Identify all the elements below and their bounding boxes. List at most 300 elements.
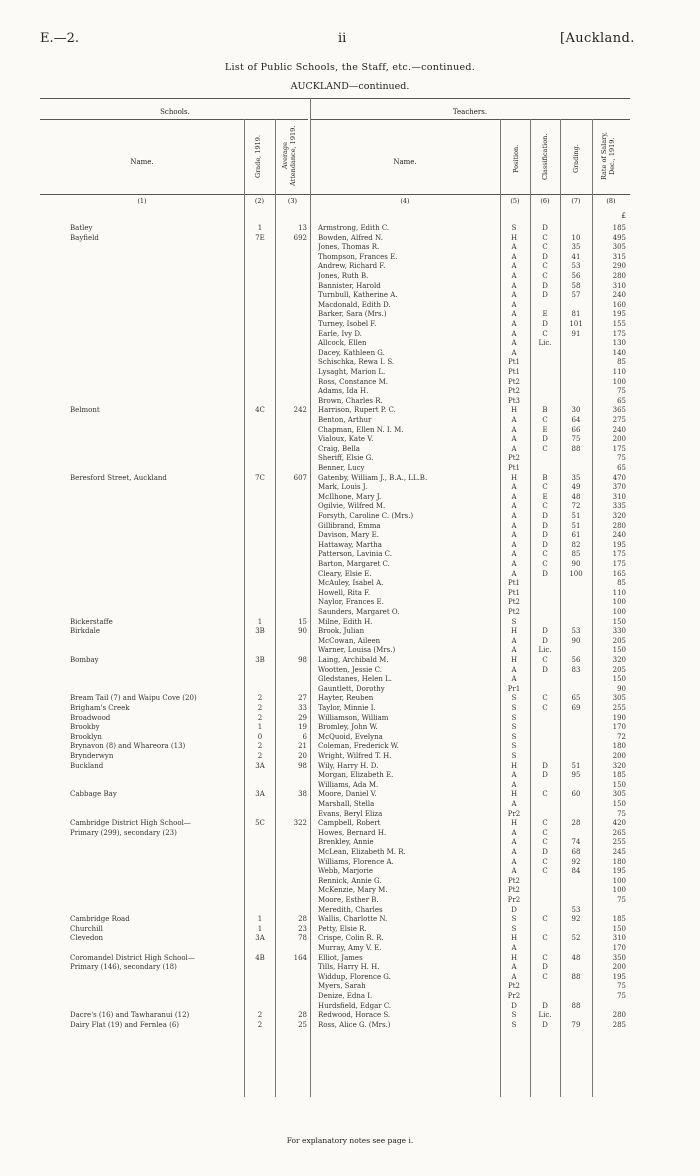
grade-cell: 4B: [255, 953, 265, 962]
classification-cell: C: [542, 550, 548, 559]
teacher-name-cell: Moore, Esther B.: [318, 896, 379, 904]
classification-cell: C: [542, 444, 548, 453]
position-cell: A: [511, 531, 517, 540]
position-cell: S: [511, 924, 517, 933]
position-cell: A: [511, 291, 517, 300]
teacher-name-cell: Brenkley, Annie: [318, 838, 374, 847]
table-row: [0, 762, 700, 772]
classification-cell: Lic.: [538, 339, 552, 348]
position-cell: A: [511, 944, 517, 952]
table-row: [0, 618, 700, 628]
table-row: [0, 742, 700, 752]
salary-cell: 200: [612, 752, 626, 760]
salary-cell: 100: [612, 886, 626, 895]
school-name-cell: Coromandel District High School—: [70, 953, 195, 962]
table-row: [0, 378, 700, 388]
grade-cell: 2: [257, 694, 263, 703]
position-cell: Pt2: [508, 377, 520, 386]
teacher-name-cell: Crispe, Colin R. R.: [318, 934, 384, 943]
grade-cell: 1: [257, 617, 263, 626]
table-row: [0, 512, 700, 522]
classification-cell: D: [542, 963, 548, 972]
table-row: [0, 291, 700, 301]
teacher-name-cell: Wily, Harry H. D.: [318, 761, 379, 770]
salary-cell: 205: [612, 636, 626, 645]
school-name-cell: Cabbage Bay: [70, 790, 117, 799]
grading-cell: 95: [571, 771, 581, 780]
col-number-8: (8): [606, 197, 616, 205]
grading-cell: 88: [571, 444, 581, 453]
teacher-name-cell: Wootten, Jessie C.: [318, 665, 382, 674]
grading-cell: 100: [569, 569, 583, 578]
col-number-2: (2): [254, 197, 265, 205]
grading-cell: 48: [571, 953, 581, 962]
teacher-name-cell: Williams, Florence A.: [318, 857, 394, 866]
col-number-3: (3): [287, 197, 298, 205]
classification-cell: D: [542, 281, 548, 290]
classification-cell: C: [542, 502, 548, 511]
salary-cell: 110: [612, 588, 626, 597]
classification-cell: E: [542, 492, 548, 501]
school-name-cell: Bombay: [70, 656, 99, 664]
grade-cell: 7E: [255, 233, 265, 242]
position-cell: H: [510, 656, 518, 664]
grading-cell: 92: [571, 857, 581, 866]
teacher-name-cell: Webb, Marjorie: [318, 867, 373, 876]
teacher-name-cell: Williams, Ada M.: [318, 780, 379, 789]
classification-cell: C: [542, 694, 548, 703]
teacher-name-cell: Brook, Julian: [318, 627, 365, 636]
schools-group-header: Schools.: [160, 108, 190, 116]
teacher-name-cell: Brown, Charles R.: [318, 396, 383, 405]
grading-cell: 81: [571, 310, 581, 319]
salary-cell: 175: [612, 550, 626, 559]
grade-cell: 7C: [255, 473, 265, 482]
teacher-name-cell: McLean, Elizabeth M. R.: [318, 848, 406, 856]
grade-cell: 2: [257, 1020, 263, 1029]
salary-cell: 85: [617, 358, 626, 367]
grade-cell: 3A: [255, 790, 265, 799]
grade-cell: 4C: [255, 406, 265, 415]
classification-cell: D: [542, 1001, 548, 1010]
table-row: [0, 627, 700, 637]
position-cell: A: [511, 560, 517, 568]
teacher-name-cell: Howes, Bernard H.: [318, 828, 387, 837]
attendance-cell: 20: [298, 752, 307, 760]
teacher-name-cell: Coleman, Frederick W.: [318, 742, 399, 751]
salary-cell: 175: [612, 560, 626, 568]
table-row: [0, 685, 700, 695]
teacher-name-cell: Taylor, Minnie I.: [318, 704, 376, 712]
classification-cell: D: [542, 569, 548, 578]
teacher-name-cell: Petty, Elsie R.: [318, 924, 367, 933]
salary-cell: 365: [612, 406, 626, 415]
teacher-name-cell: Marshall, Stella: [318, 800, 375, 808]
page-number: ii: [338, 31, 347, 46]
salary-cell: 75: [617, 387, 626, 396]
teacher-name-cell: Adams, Ida H.: [318, 387, 369, 396]
salary-cell: 305: [612, 694, 626, 703]
teacher-name-cell: Denize, Edna I.: [318, 992, 373, 1000]
attendance-cell: 6: [302, 732, 307, 741]
teacher-name-cell: Lysaght, Marion L.: [318, 368, 386, 376]
position-cell: A: [511, 492, 517, 501]
position-cell: A: [511, 675, 517, 684]
teacher-name-cell: Thompson, Frances E.: [318, 252, 398, 261]
grading-cell: 56: [571, 656, 581, 664]
teacher-name-cell: Davison, Mary E.: [318, 531, 379, 540]
grading-cell: 53: [571, 905, 581, 914]
position-cell: Pt2: [508, 608, 520, 616]
salary-cell: 165: [612, 569, 626, 578]
salary-cell: 75: [617, 982, 626, 991]
salary-cell: 305: [612, 790, 626, 799]
attendance-cell: 27: [298, 694, 307, 703]
teacher-name-cell: Rennick, Annie G.: [318, 876, 382, 885]
teacher-name-cell: Benton, Arthur: [318, 416, 372, 424]
position-cell: A: [511, 963, 517, 972]
position-cell: S: [511, 1020, 517, 1029]
table-row: [0, 1011, 700, 1021]
col-number-5: (5): [510, 197, 520, 205]
table-row: [0, 589, 700, 599]
position-cell: A: [511, 281, 517, 290]
position-cell: S: [511, 1011, 517, 1020]
salary-cell: 140: [612, 348, 626, 357]
grading-cell: 83: [571, 665, 581, 674]
position-header: Position.: [512, 144, 520, 174]
table-row: [0, 483, 700, 493]
classification-cell: C: [542, 790, 548, 799]
salary-cell: 200: [612, 963, 626, 972]
salary-cell: 150: [612, 646, 626, 655]
teacher-name-cell: Cleary, Elsie E.: [318, 569, 372, 578]
grading-cell: 41: [571, 252, 581, 261]
teacher-name-cell: Sheriff, Elsie G.: [318, 454, 374, 463]
table-row: [0, 790, 700, 800]
teacher-name-cell: Bromley, John W.: [318, 723, 378, 732]
salary-cell: 195: [612, 310, 626, 319]
classification-cell: D: [542, 665, 548, 674]
position-cell: Pt2: [508, 387, 520, 396]
teacher-name-cell: Dacey, Kathleen G.: [318, 348, 385, 357]
grading-cell: 92: [571, 915, 581, 924]
position-cell: A: [511, 483, 517, 492]
salary-cell: 180: [612, 742, 626, 751]
school-name-cell: Cambridge Road: [70, 915, 130, 924]
school-name-cell: Bickerstaffe: [70, 617, 113, 626]
attendance-cell: 98: [298, 761, 307, 770]
table-row: [0, 838, 700, 848]
grading-cell: 51: [571, 521, 581, 530]
position-cell: A: [511, 550, 517, 559]
position-cell: A: [511, 320, 517, 328]
grade-cell: 3B: [255, 656, 265, 664]
school-name-header: Name.: [130, 158, 154, 166]
teacher-name-cell: McQuoid, Evelyna: [318, 732, 383, 741]
school-name-cell: Bream Tail (7) and Waipu Cove (20): [70, 694, 197, 703]
table-row: [0, 272, 700, 282]
grade-cell: 2: [257, 713, 263, 722]
table-row: [0, 330, 700, 340]
table-row: [0, 982, 700, 992]
classification-cell: D: [542, 320, 548, 328]
salary-cell: 330: [612, 627, 626, 636]
page-title: List of Public Schools, the Staff, etc.—continued.: [224, 62, 476, 73]
table-row: [0, 570, 700, 580]
attendance-cell: 21: [298, 742, 307, 751]
salary-cell: 100: [612, 598, 626, 607]
grading-cell: 66: [571, 425, 581, 434]
salary-cell: 320: [612, 512, 626, 520]
schools-group-rule: [40, 119, 308, 120]
table-row: [0, 886, 700, 896]
classification-cell: C: [542, 819, 548, 828]
position-cell: A: [511, 300, 517, 309]
salary-cell: 200: [612, 435, 626, 444]
table-row: [0, 358, 700, 368]
salary-cell: 75: [617, 809, 626, 818]
salary-header: Rate of Salary, Dec., 1919.: [600, 131, 616, 181]
classification-cell: C: [542, 867, 548, 876]
classification-cell: C: [542, 934, 548, 943]
salary-cell: 170: [612, 944, 626, 952]
attendance-cell: 29: [298, 713, 307, 722]
col-number-6: (6): [540, 197, 550, 205]
classification-cell: C: [542, 828, 548, 837]
classification-cell: C: [542, 838, 548, 847]
salary-cell: 155: [612, 320, 626, 328]
position-cell: S: [511, 713, 517, 722]
salary-cell: 100: [612, 377, 626, 386]
position-cell: A: [511, 329, 517, 338]
position-cell: S: [511, 752, 517, 760]
classification-cell: C: [542, 262, 548, 271]
col-number-1: (1): [137, 197, 147, 205]
classification-cell: B: [542, 406, 548, 415]
attendance-cell: 164: [293, 953, 307, 962]
salary-cell: 290: [612, 262, 626, 271]
table-row: [0, 598, 700, 608]
table-row: [0, 694, 700, 704]
salary-cell: 370: [612, 483, 626, 492]
teacher-name-cell: Andrew, Richard F.: [318, 262, 386, 271]
salary-cell: 185: [612, 771, 626, 780]
grade-header: Grade, 1919.: [254, 135, 262, 179]
classification-cell: D: [542, 252, 548, 261]
teacher-name-cell: Widdup, Florence G.: [318, 972, 391, 981]
position-cell: A: [511, 252, 517, 261]
grading-cell: 101: [569, 320, 583, 328]
salary-cell: 310: [612, 492, 626, 501]
grade-cell: 3B: [255, 627, 265, 636]
grade-cell: 0: [257, 732, 263, 741]
position-cell: H: [510, 761, 518, 770]
teacher-name-cell: Redwood, Horace S.: [318, 1011, 391, 1020]
salary-cell: 310: [612, 281, 626, 290]
school-name-cell: Clevedon: [70, 934, 104, 943]
position-cell: Pt2: [508, 454, 520, 463]
grading-cell: 74: [571, 838, 581, 847]
classification-cell: C: [542, 233, 548, 242]
salary-cell: 320: [612, 761, 626, 770]
table-row: [0, 944, 700, 954]
salary-cell: 65: [617, 464, 626, 472]
grading-cell: 51: [571, 512, 581, 520]
position-cell: S: [511, 723, 517, 732]
classification-cell: E: [542, 425, 548, 434]
salary-cell: 420: [612, 819, 626, 828]
col-number-4: (4): [400, 197, 410, 205]
position-cell: A: [511, 339, 517, 348]
footer-note: For explanatory notes see page i.: [286, 1136, 414, 1145]
table-row: [0, 810, 700, 820]
teacher-name-header: Name.: [393, 158, 417, 166]
teacher-name-cell: Myers, Sarah: [318, 982, 366, 991]
teacher-name-cell: Forsyth, Caroline C. (Mrs.): [318, 512, 414, 520]
table-row: [0, 733, 700, 743]
position-cell: H: [510, 953, 518, 962]
position-cell: S: [511, 224, 517, 232]
table-row: [0, 531, 700, 541]
grading-cell: 88: [571, 1001, 581, 1010]
teacher-name-cell: Barker, Sara (Mrs.): [318, 310, 387, 319]
attendance-cell: 13: [298, 224, 307, 232]
table-row: [0, 234, 700, 244]
position-cell: A: [511, 502, 517, 511]
position-cell: Pt1: [508, 579, 520, 588]
school-name-cell: Primary (146), secondary (18): [70, 963, 177, 972]
table-row: [0, 1002, 700, 1012]
school-name-cell: Broadwood: [70, 713, 111, 722]
salary-cell: 100: [612, 876, 626, 885]
teacher-name-cell: Craig, Bella: [318, 444, 360, 453]
position-cell: A: [511, 838, 517, 847]
table-row: [0, 493, 700, 503]
table-row: [0, 896, 700, 906]
salary-cell: 175: [612, 329, 626, 338]
position-cell: A: [511, 348, 517, 357]
position-cell: D: [511, 905, 517, 914]
teacher-name-cell: Harrison, Rupert P. C.: [318, 406, 396, 415]
table-row: [0, 848, 700, 858]
attendance-cell: 98: [298, 656, 307, 664]
grading-cell: 35: [571, 473, 581, 482]
table-row: [0, 646, 700, 656]
teacher-name-cell: Earle, Ivy D.: [318, 329, 362, 338]
salary-cell: 110: [612, 368, 626, 376]
position-cell: Pt2: [508, 876, 520, 885]
teacher-name-cell: Turnbull, Katherine A.: [318, 291, 398, 300]
table-row: [0, 454, 700, 464]
table-row: [0, 666, 700, 676]
salary-cell: 150: [612, 675, 626, 684]
school-name-cell: Brynderwyn: [70, 752, 114, 760]
salary-cell: 170: [612, 723, 626, 732]
position-cell: Pt1: [508, 368, 520, 376]
classification-cell: C: [542, 857, 548, 866]
table-row: [0, 387, 700, 397]
salary-cell: 75: [617, 992, 626, 1000]
grading-cell: 68: [571, 848, 581, 856]
table-row: [0, 301, 700, 311]
teacher-name-cell: Schischka, Rewa I. S.: [318, 358, 395, 367]
attendance-cell: 90: [298, 627, 307, 636]
classification-cell: C: [542, 915, 548, 924]
salary-cell: 150: [612, 924, 626, 933]
table-row: [0, 320, 700, 330]
classification-cell: C: [542, 243, 548, 252]
table-row: [0, 992, 700, 1002]
teacher-name-cell: Chapman, Ellen N. I. M.: [318, 425, 404, 434]
position-cell: A: [511, 636, 517, 645]
school-name-cell: Brynavon (8) and Whareora (13): [70, 742, 186, 751]
salary-cell: 185: [612, 224, 626, 232]
table-row: [0, 502, 700, 512]
grading-cell: 51: [571, 761, 581, 770]
teacher-name-cell: Milne, Edith H.: [318, 617, 373, 626]
grade-cell: 5C: [255, 819, 265, 828]
currency-symbol: £: [621, 212, 626, 220]
table-row: [0, 243, 700, 253]
teacher-name-cell: Bannister, Harold: [318, 281, 381, 290]
teacher-name-cell: Meredith, Charles: [318, 905, 383, 914]
salary-cell: 180: [612, 857, 626, 866]
table-row: [0, 550, 700, 560]
school-name-cell: Churchill: [70, 924, 103, 933]
classification-cell: C: [542, 416, 548, 424]
salary-cell: 495: [612, 233, 626, 242]
position-cell: Pr2: [507, 896, 521, 904]
salary-cell: 85: [617, 579, 626, 588]
classification-cell: D: [542, 761, 548, 770]
table-row: [0, 925, 700, 935]
salary-cell: 72: [617, 732, 626, 741]
teacher-name-cell: Barton, Margaret C.: [318, 560, 390, 568]
position-cell: Pr2: [507, 809, 521, 818]
teacher-name-cell: Armstrong, Edith C.: [318, 224, 390, 232]
table-row: [0, 800, 700, 810]
classification-cell: D: [542, 636, 548, 645]
grading-cell: 79: [571, 1020, 581, 1029]
classification-cell: C: [542, 656, 548, 664]
salary-cell: 315: [612, 252, 626, 261]
table-row: [0, 819, 700, 829]
teacher-name-cell: Williamson, William: [318, 713, 389, 722]
col-number-7: (7): [571, 197, 581, 205]
classification-cell: C: [542, 953, 548, 962]
position-cell: A: [511, 262, 517, 271]
page-code: E.—2.: [40, 31, 80, 46]
teacher-name-cell: Hattaway, Martha: [318, 540, 382, 549]
position-cell: A: [511, 243, 517, 252]
grading-cell: 90: [571, 636, 581, 645]
position-cell: Pt2: [508, 598, 520, 607]
classification-cell: D: [542, 521, 548, 530]
grade-cell: 2: [257, 704, 263, 712]
grading-cell: 56: [571, 272, 581, 280]
classification-cell: C: [542, 560, 548, 568]
teacher-name-cell: Allcock, Ellen: [318, 339, 367, 348]
classification-cell: D: [542, 512, 548, 520]
table-row: [0, 752, 700, 762]
table-row: [0, 829, 700, 839]
salary-cell: 150: [612, 617, 626, 626]
school-name-cell: Birkdale: [70, 627, 101, 636]
position-cell: A: [511, 310, 517, 319]
attendance-cell: 23: [298, 924, 307, 933]
teacher-name-cell: McAuley, Isabel A.: [318, 579, 384, 588]
